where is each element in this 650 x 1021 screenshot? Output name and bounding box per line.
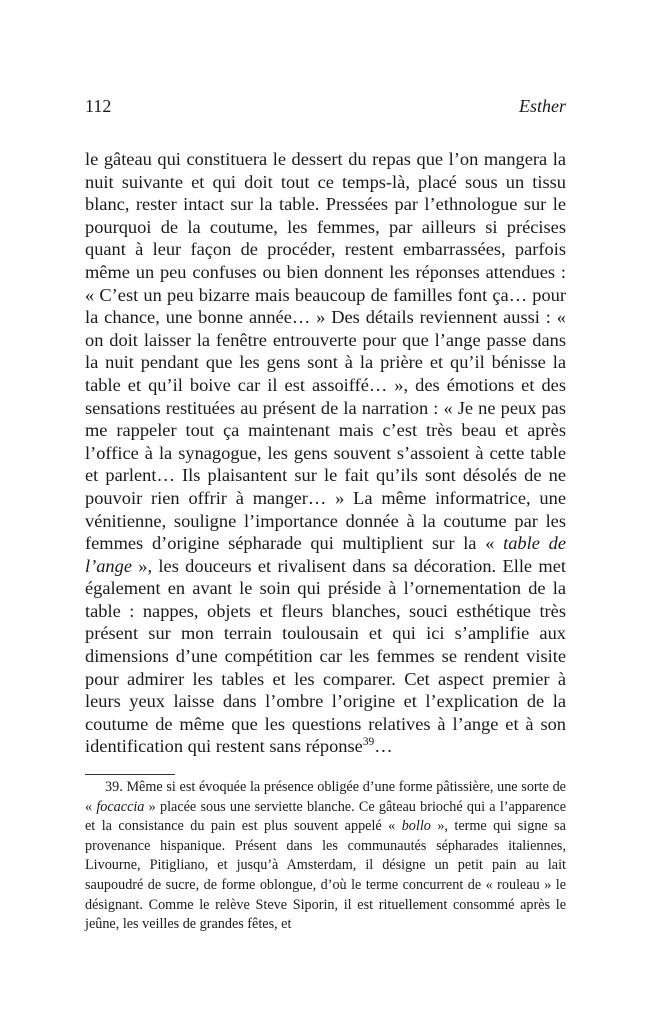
page-number: 112 (85, 96, 112, 116)
footnote-text-part-1: 39. Même si est évoquée la présence obligée d’une forme pâtissière, une sorte de « (85, 779, 566, 815)
paragraph-text-part-1: le gâteau qui constituera le dessert du repas que l’on mangera la nuit suivante et qui doit tout ce temps-là, placé sous un tissu blanc, rester intact sur la table. Pressées par l’ethnologue sur le pourquoi de la coutume, les femmes, par ailleurs si précises quant à leur façon de procéder, restent embarrassées, parfois même un peu confuses ou bien donnent les réponses attendues : « C’est un peu bizarre mais beaucoup de familles font ça… pour la chance, une bonne année… » Des détails reviennent aussi : « on doit laisser la fenêtre entrouverte pour que l’ange passe dans la nuit pendant que les gens sont à la prière et qu’il bénisse la table et qu’il boive car il est assoiffé… », des émotions et des sensations restituées au présent de la narration : « Je ne peux pas me rappeler tout ça maintenant mais c’est très beau et après l’office à la synagogue, les gens souvent s’assoient à cette table et parlent… Ils plaisantent sur le fait qu’ils sont désolés de ne pouvoir rien offrir à manger… » La même informatrice, une vénitienne, souligne l’importance donnée à la coutume par les femmes d’origine sépharade qui multiplient sur la « (85, 149, 566, 554)
italic-term-bollo: bollo (401, 818, 431, 835)
page-header (85, 96, 566, 122)
paragraph-text-part-2: », les douceurs et rivalisent dans sa décoration. Elle met également en avant le soin qui préside à l’ornementation de la table : nappes, objets et fleurs blanches, souci esthétique très présent sur mon terrain toulousain et qui ici s’amplifie aux dimensions d’une compétition car les femmes se rendent visite pour admirer les tables et les comparer. Cet aspect premier à leurs yeux laisse dans l’ombre l’origine et l’explication de la coutume de même que les questions relatives à l’ange et à son identification qui restent sans réponse (85, 555, 566, 757)
italic-term-table-de-lange: table de l’ange (85, 533, 566, 576)
footnote-text-part-3: », terme qui signe sa provenance hispanique. Présent dans les communautés sépharades italiennes, Livourne, Pitigliano, et jusqu’à Amsterdam, il désigne un petit pain au lait saupoudré de sucre, de forme oblongue, d’où le terme concurrent de « rouleau » le désignant. Comme le relève Steve Siporin, il est rituellement consommé après le jeûne, les veilles de grandes fêtes, et (85, 818, 566, 933)
footnote-39 (85, 778, 566, 935)
footnote-separator (85, 774, 175, 775)
main-paragraph (85, 148, 566, 758)
footnote-text-part-2: » placée sous une serviette blanche. Ce gâteau brioché qui a l’apparence et la consistance du pain est plus souvent appelé « (85, 798, 567, 835)
footnote-reference[interactable]: 39 (362, 736, 375, 749)
running-title: Esther (519, 96, 566, 116)
italic-term-focaccia: focaccia (96, 798, 145, 815)
paragraph-text-part-3: … (374, 736, 393, 757)
book-page (85, 0, 566, 1021)
